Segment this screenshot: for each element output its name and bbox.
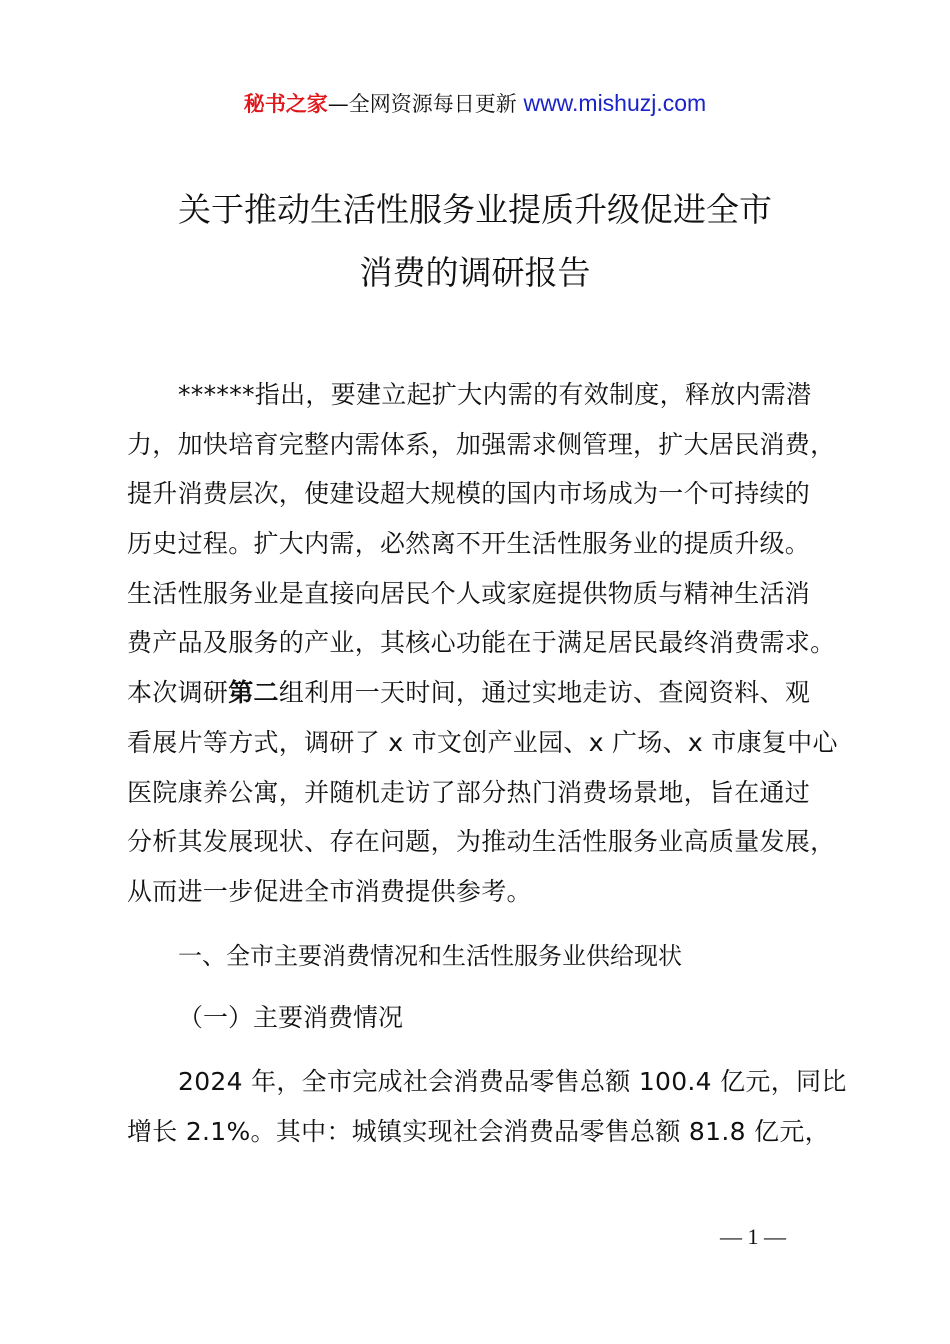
site-url-link[interactable]: www.mishuzj.com bbox=[523, 90, 707, 116]
section-heading: 一、全市主要消费情况和生活性服务业供给现状 bbox=[178, 942, 682, 970]
intro-paragraph bbox=[127, 370, 838, 917]
header-tagline: —全网资源每日更新 bbox=[327, 92, 524, 116]
paragraph-line: 从而进一步促进全市消费提供参考。 bbox=[127, 876, 532, 906]
page-number: — 1 — bbox=[720, 1224, 786, 1249]
document-title-line-2: 消费的调研报告 bbox=[359, 253, 591, 292]
document-title-line-1: 关于推动生活性服务业提质升级促进全市 bbox=[178, 190, 772, 229]
paragraph-line: 历史过程。扩大内需，必然离不开生活性服务业的提质升级。 bbox=[127, 529, 811, 559]
paragraph-line: 2024 年，全市完成社会消费品零售总额 100.4 亿元，同比 bbox=[178, 1067, 847, 1096]
brand-name: 秘书之家 bbox=[243, 92, 328, 116]
paragraph-line: 增长 2.1%。其中：城镇实现社会消费品零售总额 81.8 亿元， bbox=[127, 1116, 830, 1146]
bold-text: 第二 bbox=[228, 678, 279, 708]
paragraph-line: 分析其发展现状、存在问题，为推动生活性服务业高质量发展， bbox=[127, 827, 836, 857]
paragraph-line: 力，加快培育完整内需体系，加强需求侧管理，扩大居民消费， bbox=[127, 429, 836, 459]
paragraph-line: 费产品及服务的产业，其核心功能在于满足居民最终消费需求。 bbox=[127, 628, 836, 658]
site-header bbox=[0, 88, 950, 118]
text: 本次调研 bbox=[127, 678, 229, 708]
stats-paragraph bbox=[127, 1057, 847, 1156]
text: 组利用一天时间，通过实地走访、查阅资料、观 bbox=[278, 678, 811, 708]
paragraph-line bbox=[127, 668, 838, 718]
paragraph-line: 生活性服务业是直接向居民个人或家庭提供物质与精神生活消 bbox=[127, 578, 811, 608]
paragraph-line: 医院康养公寓，并随机走访了部分热门消费场景地，旨在通过 bbox=[127, 777, 811, 807]
subsection-heading: （一）主要消费情况 bbox=[178, 1003, 404, 1032]
paragraph-line: 看展片等方式，调研了 x 市文创产业园、x 广场、x 市康复中心 bbox=[127, 727, 838, 757]
paragraph-line: ******指出，要建立起扩大内需的有效制度，释放内需潜 bbox=[178, 380, 812, 409]
paragraph-line: 提升消费层次，使建设超大规模的国内市场成为一个可持续的 bbox=[127, 479, 811, 509]
